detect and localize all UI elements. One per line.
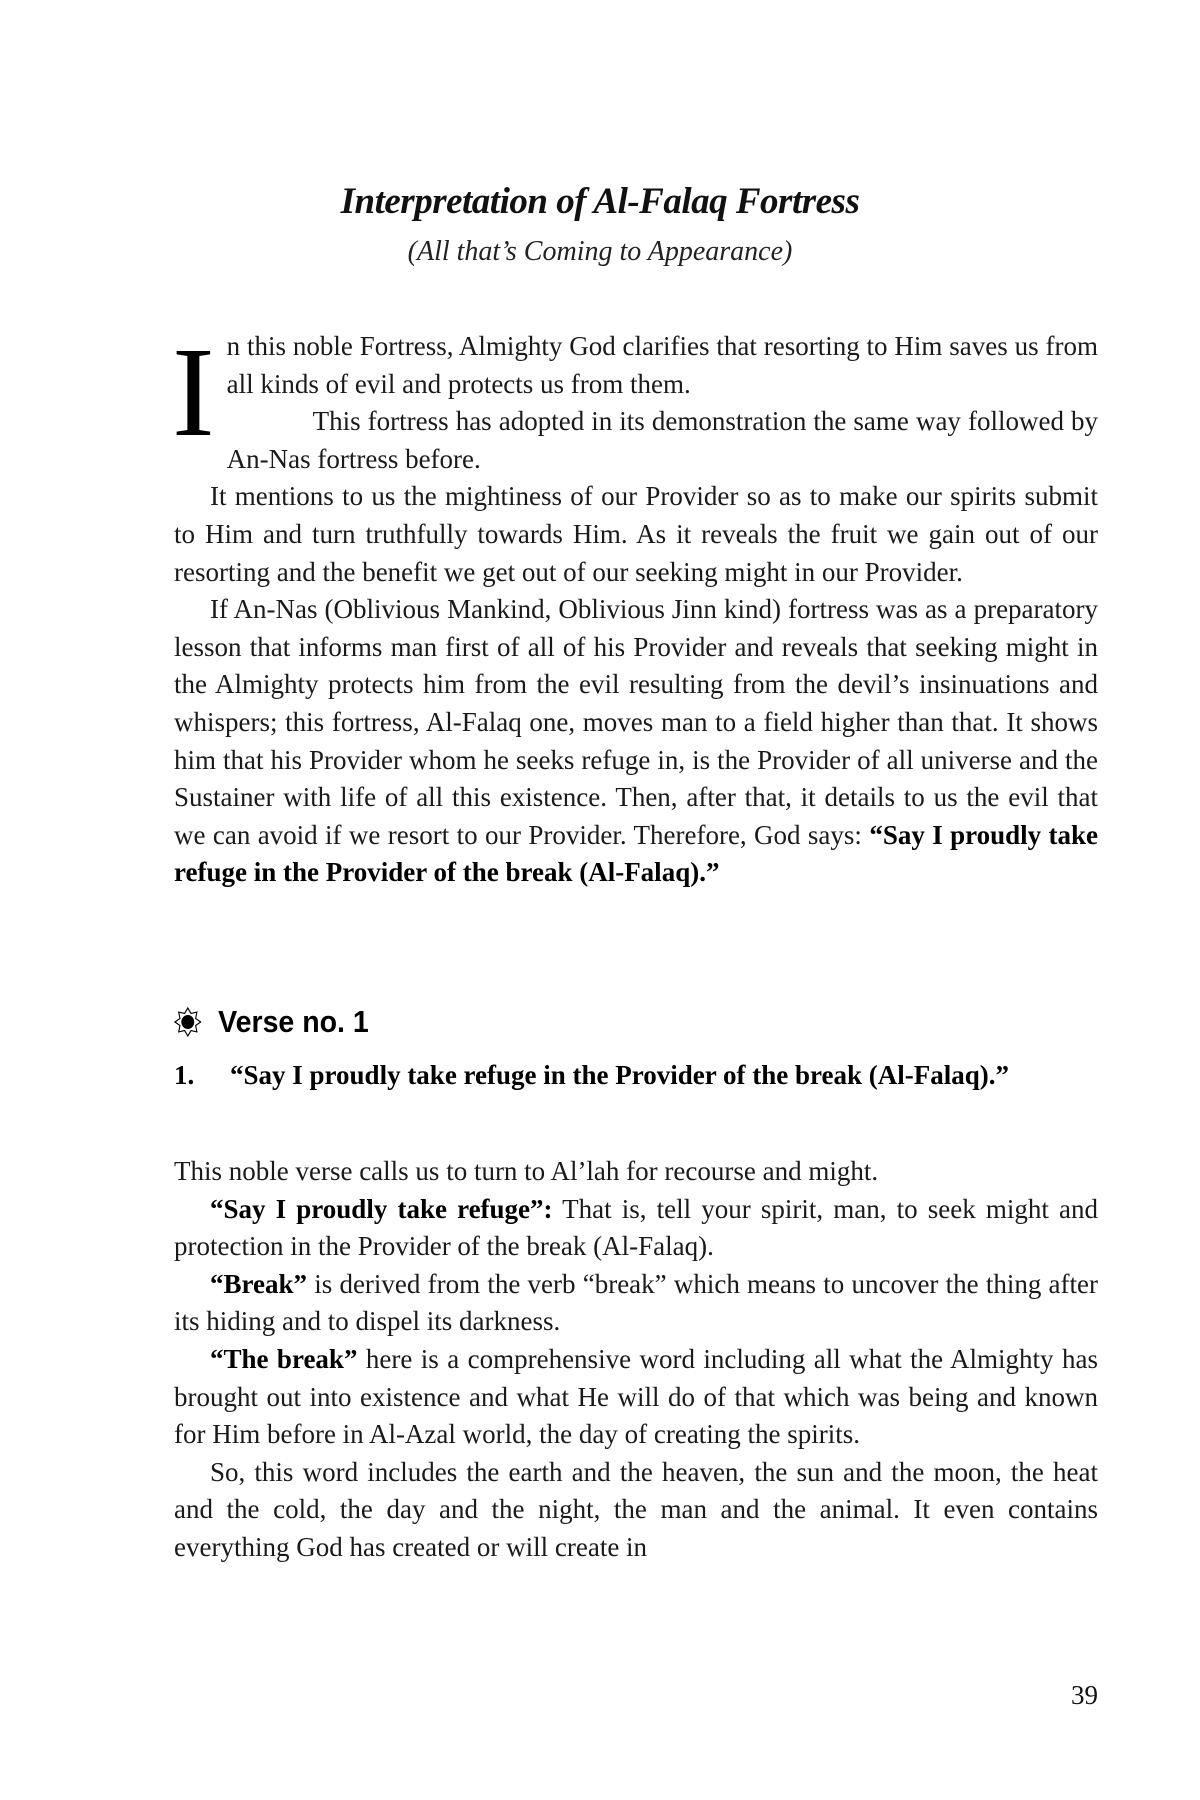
- eight-point-star-icon: [174, 1007, 202, 1037]
- term-break: “Break”: [210, 1268, 308, 1299]
- chapter-subtitle: (All that’s Coming to Appearance): [407, 236, 793, 267]
- section-heading: [174, 1000, 369, 1044]
- intro-paragraph-4: [174, 591, 1098, 892]
- verse-item-number: 1.: [174, 1060, 195, 1090]
- commentary-paragraph-3: [174, 1266, 1098, 1341]
- commentary-paragraph-4-text: here is a comprehensive word including all what the Almighty has brought out into existence and what He will do of that which was being and known for Him before in Al-Azal world, the day of creating the spirits.: [174, 1343, 1098, 1450]
- drop-cap: I: [172, 321, 215, 463]
- page-number: 39: [1071, 1680, 1098, 1710]
- chapter-title: Interpretation of Al-Falaq Fortress: [340, 181, 860, 222]
- term-say-refuge: “Say I proudly take refuge”:: [210, 1193, 553, 1224]
- term-the-break: “The break”: [210, 1343, 358, 1374]
- commentary-paragraph-4: [174, 1341, 1098, 1454]
- commentary-paragraph-2-text: That is, tell your spirit, man, to seek might and protection in the Provider of the break (Al-Falaq).: [174, 1193, 1099, 1262]
- intro-section: [172, 321, 1098, 892]
- commentary-paragraph-2: [174, 1191, 1098, 1266]
- commentary-paragraph-3-text: is derived from the verb “break” which means to uncover the thing after its hiding and to dispel its darkness.: [174, 1268, 1098, 1337]
- commentary-paragraph-5: So, this word includes the earth and the heaven, the sun and the moon, the heat and the cold, the day and the night, the man and the animal. It even contains everything God has created or will create in: [174, 1456, 1098, 1562]
- intro-paragraph-4-text: If An-Nas (Oblivious Mankind, Oblivious Jinn kind) fortress was as a preparatory lesson that informs man first of all of his Provider and reveals that seeking might in the Almighty protects him from the evil resulting from the devil’s insinuations and whispers; this fortress, Al-Falaq one, moves man to a field higher than that. It shows him that his Provider whom he seeks refuge in, is the Provider of all universe and the Sustainer with life of all this existence. Then, after that, it details to us the evil that we can avoid if we resort to our Provider. Therefore, God says:: [174, 594, 1098, 850]
- intro-paragraph-1-text: n this noble Fortress, Almighty God clarifies that resorting to Him saves us from all kinds of evil and protects us from them.: [226, 331, 1098, 399]
- intro-paragraph-2: This fortress has adopted in its demonstration the same way followed by An-Nas fortress before.: [226, 406, 1098, 474]
- intro-paragraph-3: It mentions to us the mightiness of our Provider so as to make our spirits submit to Him and turn truthfully towards Him. As it reveals the fruit we gain out of our resorting and the benefit we get out of our seeking might in our Provider.: [174, 481, 1098, 587]
- verse-list-item: [174, 1057, 1098, 1095]
- verse-item-text: “Say I proudly take refuge in the Provider of the break (Al-Falaq).”: [230, 1060, 1010, 1090]
- quoted-verse: “Say I proudly take refuge in the Provider of the break (Al-Falaq).”: [174, 819, 1098, 888]
- commentary-paragraph-1: This noble verse calls us to turn to Al’lah for recourse and might.: [174, 1156, 879, 1186]
- section-heading-text: Verse no. 1: [218, 1004, 369, 1039]
- commentary-section: [174, 1153, 1098, 1567]
